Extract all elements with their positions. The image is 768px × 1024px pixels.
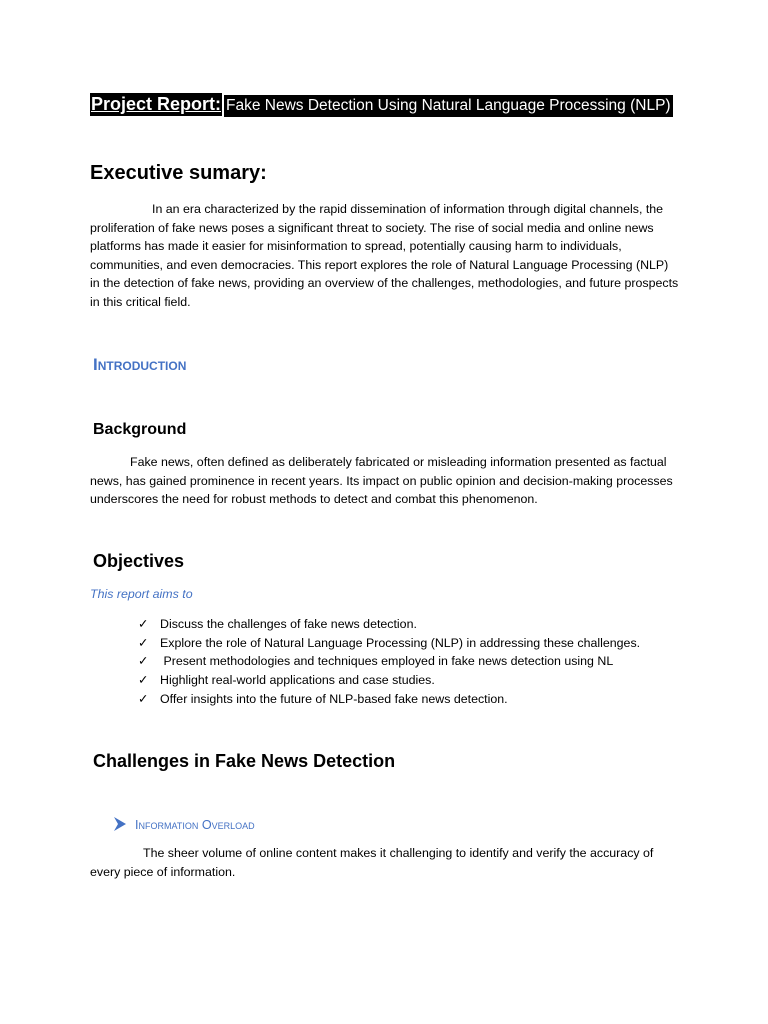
report-title-text: Fake News Detection Using Natural Language Processing (NLP) xyxy=(224,95,673,117)
checkmark-icon: ✓ xyxy=(138,634,149,650)
checkmark-icon: ✓ xyxy=(138,672,149,688)
background-paragraph: Fake news, often defined as deliberately fabricated or misleading information presented as factual news, has gained prominence in recent years. Its impact on public opinion and decision-making processes underscores the need for robust methods to detect and combat this phenomenon. xyxy=(90,455,673,507)
objectives-lead: This report aims to xyxy=(90,587,193,601)
objective-text: Highlight real-world applications and case studies. xyxy=(160,673,435,688)
list-item xyxy=(138,690,640,709)
information-overload-heading xyxy=(113,816,255,834)
list-item xyxy=(138,615,640,634)
background-heading: Background xyxy=(93,421,187,438)
challenges-heading: Challenges in Fake News Detection xyxy=(93,751,396,771)
report-title xyxy=(90,94,673,118)
information-overload-label: Information Overload xyxy=(135,818,255,832)
list-item xyxy=(138,671,640,690)
list-item xyxy=(138,652,640,671)
information-overload-paragraph: The sheer volume of online content makes it challenging to identify and verify the accuracy of every piece of information. xyxy=(90,846,654,879)
checkmark-icon: ✓ xyxy=(138,690,149,706)
objective-text: Explore the role of Natural Language Processing (NLP) in addressing these challenges. xyxy=(160,635,641,650)
executive-summary-paragraph: In an era characterized by the rapid dissemination of information through digital channels, the proliferation of fake news poses a significant threat to society. The rise of social media and online news platforms has made it easier for misinformation to spread, potentially causing harm to individuals, communities, and even democracies. This report explores the role of Natural Language Processing (NLP) in the detection of fake news, providing an overview of the challenges, methodologies, and future prospects in this critical field. xyxy=(90,202,679,309)
list-item xyxy=(138,634,640,653)
objective-text: Offer insights into the future of NLP-based fake news detection. xyxy=(160,691,508,706)
checkmark-icon: ✓ xyxy=(138,653,149,669)
introduction-heading: Introduction xyxy=(93,355,187,374)
report-title-label: Project Report: xyxy=(91,94,222,114)
objective-text: Present methodologies and techniques employed in fake news detection using NL xyxy=(160,654,614,669)
executive-summary-heading: Executive sumary: xyxy=(90,162,267,184)
objective-text: Discuss the challenges of fake news detection. xyxy=(160,617,417,631)
objectives-heading: Objectives xyxy=(93,551,185,571)
checkmark-icon: ✓ xyxy=(138,616,149,631)
objectives-list xyxy=(138,615,640,709)
arrow-right-icon xyxy=(113,816,127,832)
